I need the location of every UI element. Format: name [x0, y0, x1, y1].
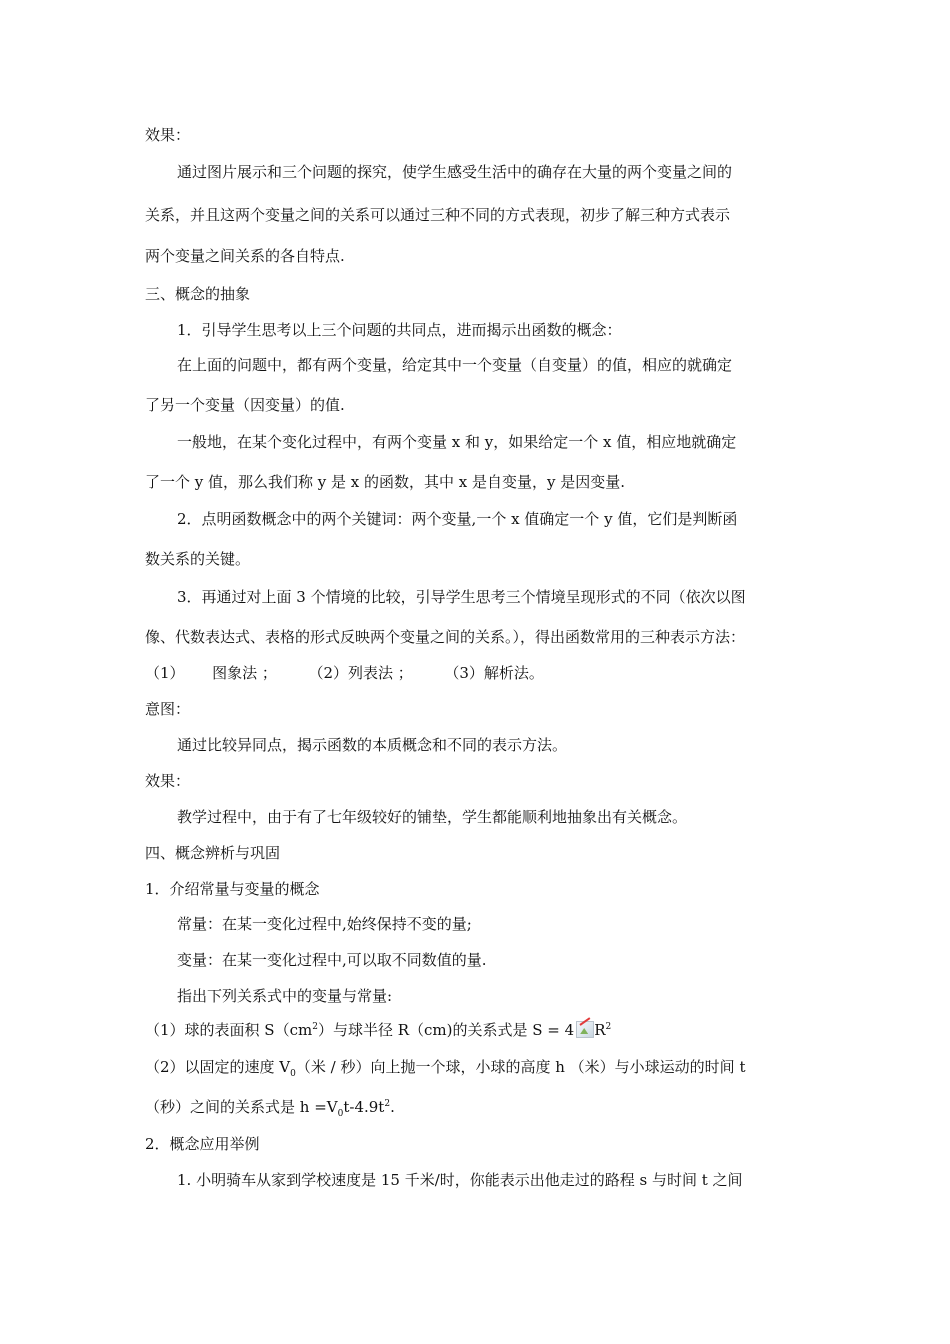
- definition-constant: 常量：在某一变化过程中,始终保持不变的量;: [177, 915, 472, 933]
- paragraph-line: 了一个 y 值，那么我们称 y 是 x 的函数，其中 x 是自变量，y 是因变量.: [145, 473, 626, 491]
- paragraph-line: 像、代数表达式、表格的形式反映两个变量之间的关系。），得出函数常用的三种表示方法：: [145, 628, 746, 646]
- formula-line-1: （1）球的表面积 $S(cm^2)$与球半径 R（cm)的关系式是 S = 4 $R^2$: [145, 1021, 612, 1039]
- heading-intent: 意图：: [145, 700, 191, 718]
- definition-variable: 变量：在某一变化过程中,可以取不同数值的量.: [177, 951, 487, 969]
- paragraph-line: 通过图片展示和三个问题的探究，使学生感受生活中的确存在大量的两个变量之间的: [177, 163, 733, 181]
- formula-line-3: （秒）之间的关系式是 $h =V_0t-4.9t^2$.: [145, 1098, 395, 1119]
- subsection-heading: 2．概念应用举例: [145, 1135, 260, 1153]
- paragraph-line: 3．再通过对上面 3 个情境的比较，引导学生思考三个情境呈现形式的不同（依次以图: [177, 588, 746, 606]
- method-3-label: （3）解析法。: [444, 664, 544, 682]
- method-1-number: （1）: [145, 664, 185, 682]
- paragraph-line: 1．引导学生思考以上三个问题的共同点，进而揭示出函数的概念：: [177, 321, 622, 339]
- section-heading: 三、概念的抽象: [145, 285, 251, 303]
- paragraph-line: 1. 小明骑车从家到学校速度是 15 千米/时，你能表示出他走过的路程 s 与时间 t 之间: [177, 1171, 743, 1189]
- heading-effect: 效果：: [145, 126, 191, 144]
- paragraph-line: 教学过程中，由于有了七年级较好的铺垫，学生都能顺利地抽象出有关概念。: [177, 808, 688, 826]
- method-1-label: 图象法 ；: [212, 664, 277, 682]
- subsection-heading: 1．介绍常量与变量的概念: [145, 880, 320, 898]
- paragraph-line: 数关系的关键。: [145, 550, 251, 568]
- formula-line-2: （2）以固定的速度 $V_0$（米 / 秒）向上抛一个球，小球的高度 h （米）与小球运动的时间 t: [145, 1058, 746, 1079]
- paragraph-line: 在上面的问题中，都有两个变量，给定其中一个变量（自变量）的值，相应的就确定: [177, 356, 733, 374]
- section-heading: 四、概念辨析与巩固: [145, 844, 281, 862]
- paragraph-line: 了另一个变量（因变量）的值.: [145, 396, 345, 414]
- method-2-label: （2）列表法 ；: [308, 664, 413, 682]
- paragraph-line: 通过比较异同点，揭示函数的本质概念和不同的表示方法。: [177, 736, 568, 754]
- paragraph-line: 一般地，在某个变化过程中，有两个变量 x 和 y，如果给定一个 x 值，相应地就确定: [177, 433, 737, 451]
- paragraph-line: 关系，并且这两个变量之间的关系可以通过三种不同的方式表现，初步了解三种方式表示: [145, 206, 731, 224]
- paragraph-line: 2．点明函数概念中的两个关键词：两个变量,一个 x 值确定一个 y 值，它们是判断函: [177, 510, 738, 528]
- paragraph-line: 两个变量之间关系的各自特点.: [145, 247, 345, 265]
- broken-image-icon: [576, 1021, 594, 1038]
- heading-effect: 效果：: [145, 772, 191, 790]
- paragraph-line: 指出下列关系式中的变量与常量:: [177, 987, 393, 1005]
- methods-line: [145, 663, 544, 683]
